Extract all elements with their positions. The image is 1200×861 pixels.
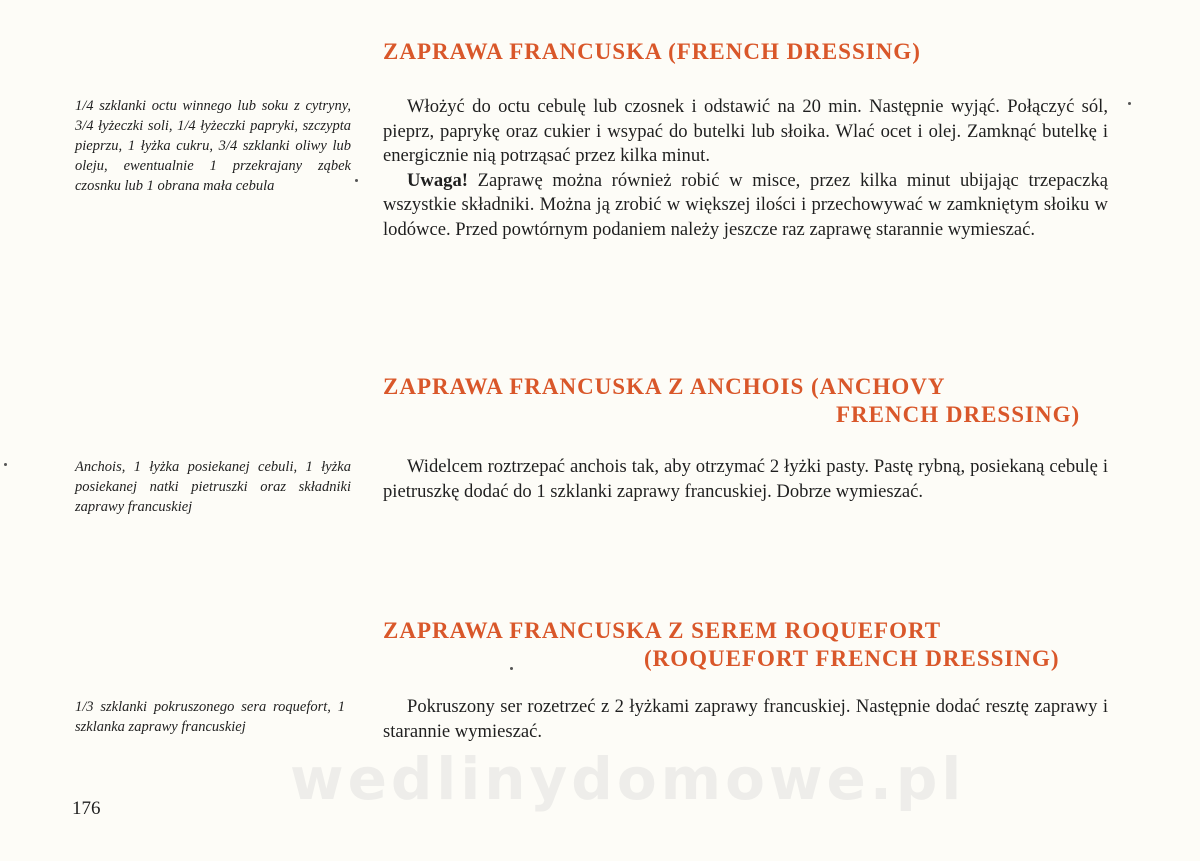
scan-speck	[4, 463, 7, 466]
scan-speck	[510, 667, 513, 670]
recipe-instructions	[383, 695, 1108, 744]
recipe-title	[383, 38, 921, 66]
recipe-title-line: ZAPRAWA FRANCUSKA (FRENCH DRESSING)	[383, 39, 921, 64]
note-label: Uwaga!	[407, 169, 468, 191]
recipe-instructions	[383, 455, 1108, 504]
instruction-paragraph: Widelcem roztrzepać anchois tak, aby otrzymać 2 łyżki pasty. Pastę rybną, posiekaną cebulę i pietruszkę dodać do 1 szklanki zaprawy francuskiej. Dobrze wymieszać.	[383, 456, 1108, 502]
recipe-title-line: FRENCH DRESSING)	[836, 402, 1081, 427]
recipe-title-line: (ROQUEFORT FRENCH DRESSING)	[644, 646, 1060, 671]
ingredients-list: Anchois, 1 łyżka posiekanej cebuli, 1 łyżka posiekanej natki pietruszki oraz składniki zaprawy francuskiej	[75, 459, 351, 515]
recipe-title	[383, 617, 1060, 673]
instruction-paragraph: Pokruszony ser rozetrzeć z 2 łyżkami zaprawy francuskiej. Następnie dodać resztę zaprawy i starannie wymieszać.	[383, 696, 1108, 742]
scan-speck	[1128, 102, 1131, 105]
instruction-paragraph: Uwaga! Zaprawę można również robić w misce, przez kilka minut ubijając trzepaczką wszystkie składniki. Można ją zrobić w większej ilości i przechowywać w zamkniętym słoiku w lodówce. Przed powtórnym podaniem należy jeszcze raz zaprawę starannie wymieszać.	[383, 169, 1108, 240]
recipe-title-line: ZAPRAWA FRANCUSKA Z ANCHOIS (ANCHOVY	[383, 374, 946, 399]
recipe-title-line: ZAPRAWA FRANCUSKA Z SEREM ROQUEFORT	[383, 618, 942, 643]
instruction-paragraph: Włożyć do octu cebulę lub czosnek i odstawić na 20 min. Następnie wyjąć. Połączyć sól, pieprz, paprykę oraz cukier i wsypać do butelki lub słoika. Wlać ocet i olej. Zamknąć butelkę i energicznie nią potrząsać przez kilka minut.	[383, 96, 1108, 166]
ingredients-list: 1/3 szklanki pokruszonego sera roquefort, 1 szklanka zaprawy francuskiej	[75, 699, 345, 735]
recipe-instructions	[383, 95, 1108, 242]
ingredients-list: 1/4 szklanki octu winnego lub soku z cytryny, 3/4 łyżeczki soli, 1/4 łyżeczki papryki, szczypta pieprzu, 1 łyżka cukru, 3/4 szklanki oliwy lub oleju, ewentualnie 1 przekrajany ząbek czosnku lub 1 obrana mała cebula	[75, 98, 351, 194]
recipe-title	[383, 373, 1080, 429]
page-number: 176	[72, 798, 101, 819]
scan-speck	[355, 179, 358, 182]
watermark: wedlinydomowe.pl	[290, 745, 966, 813]
